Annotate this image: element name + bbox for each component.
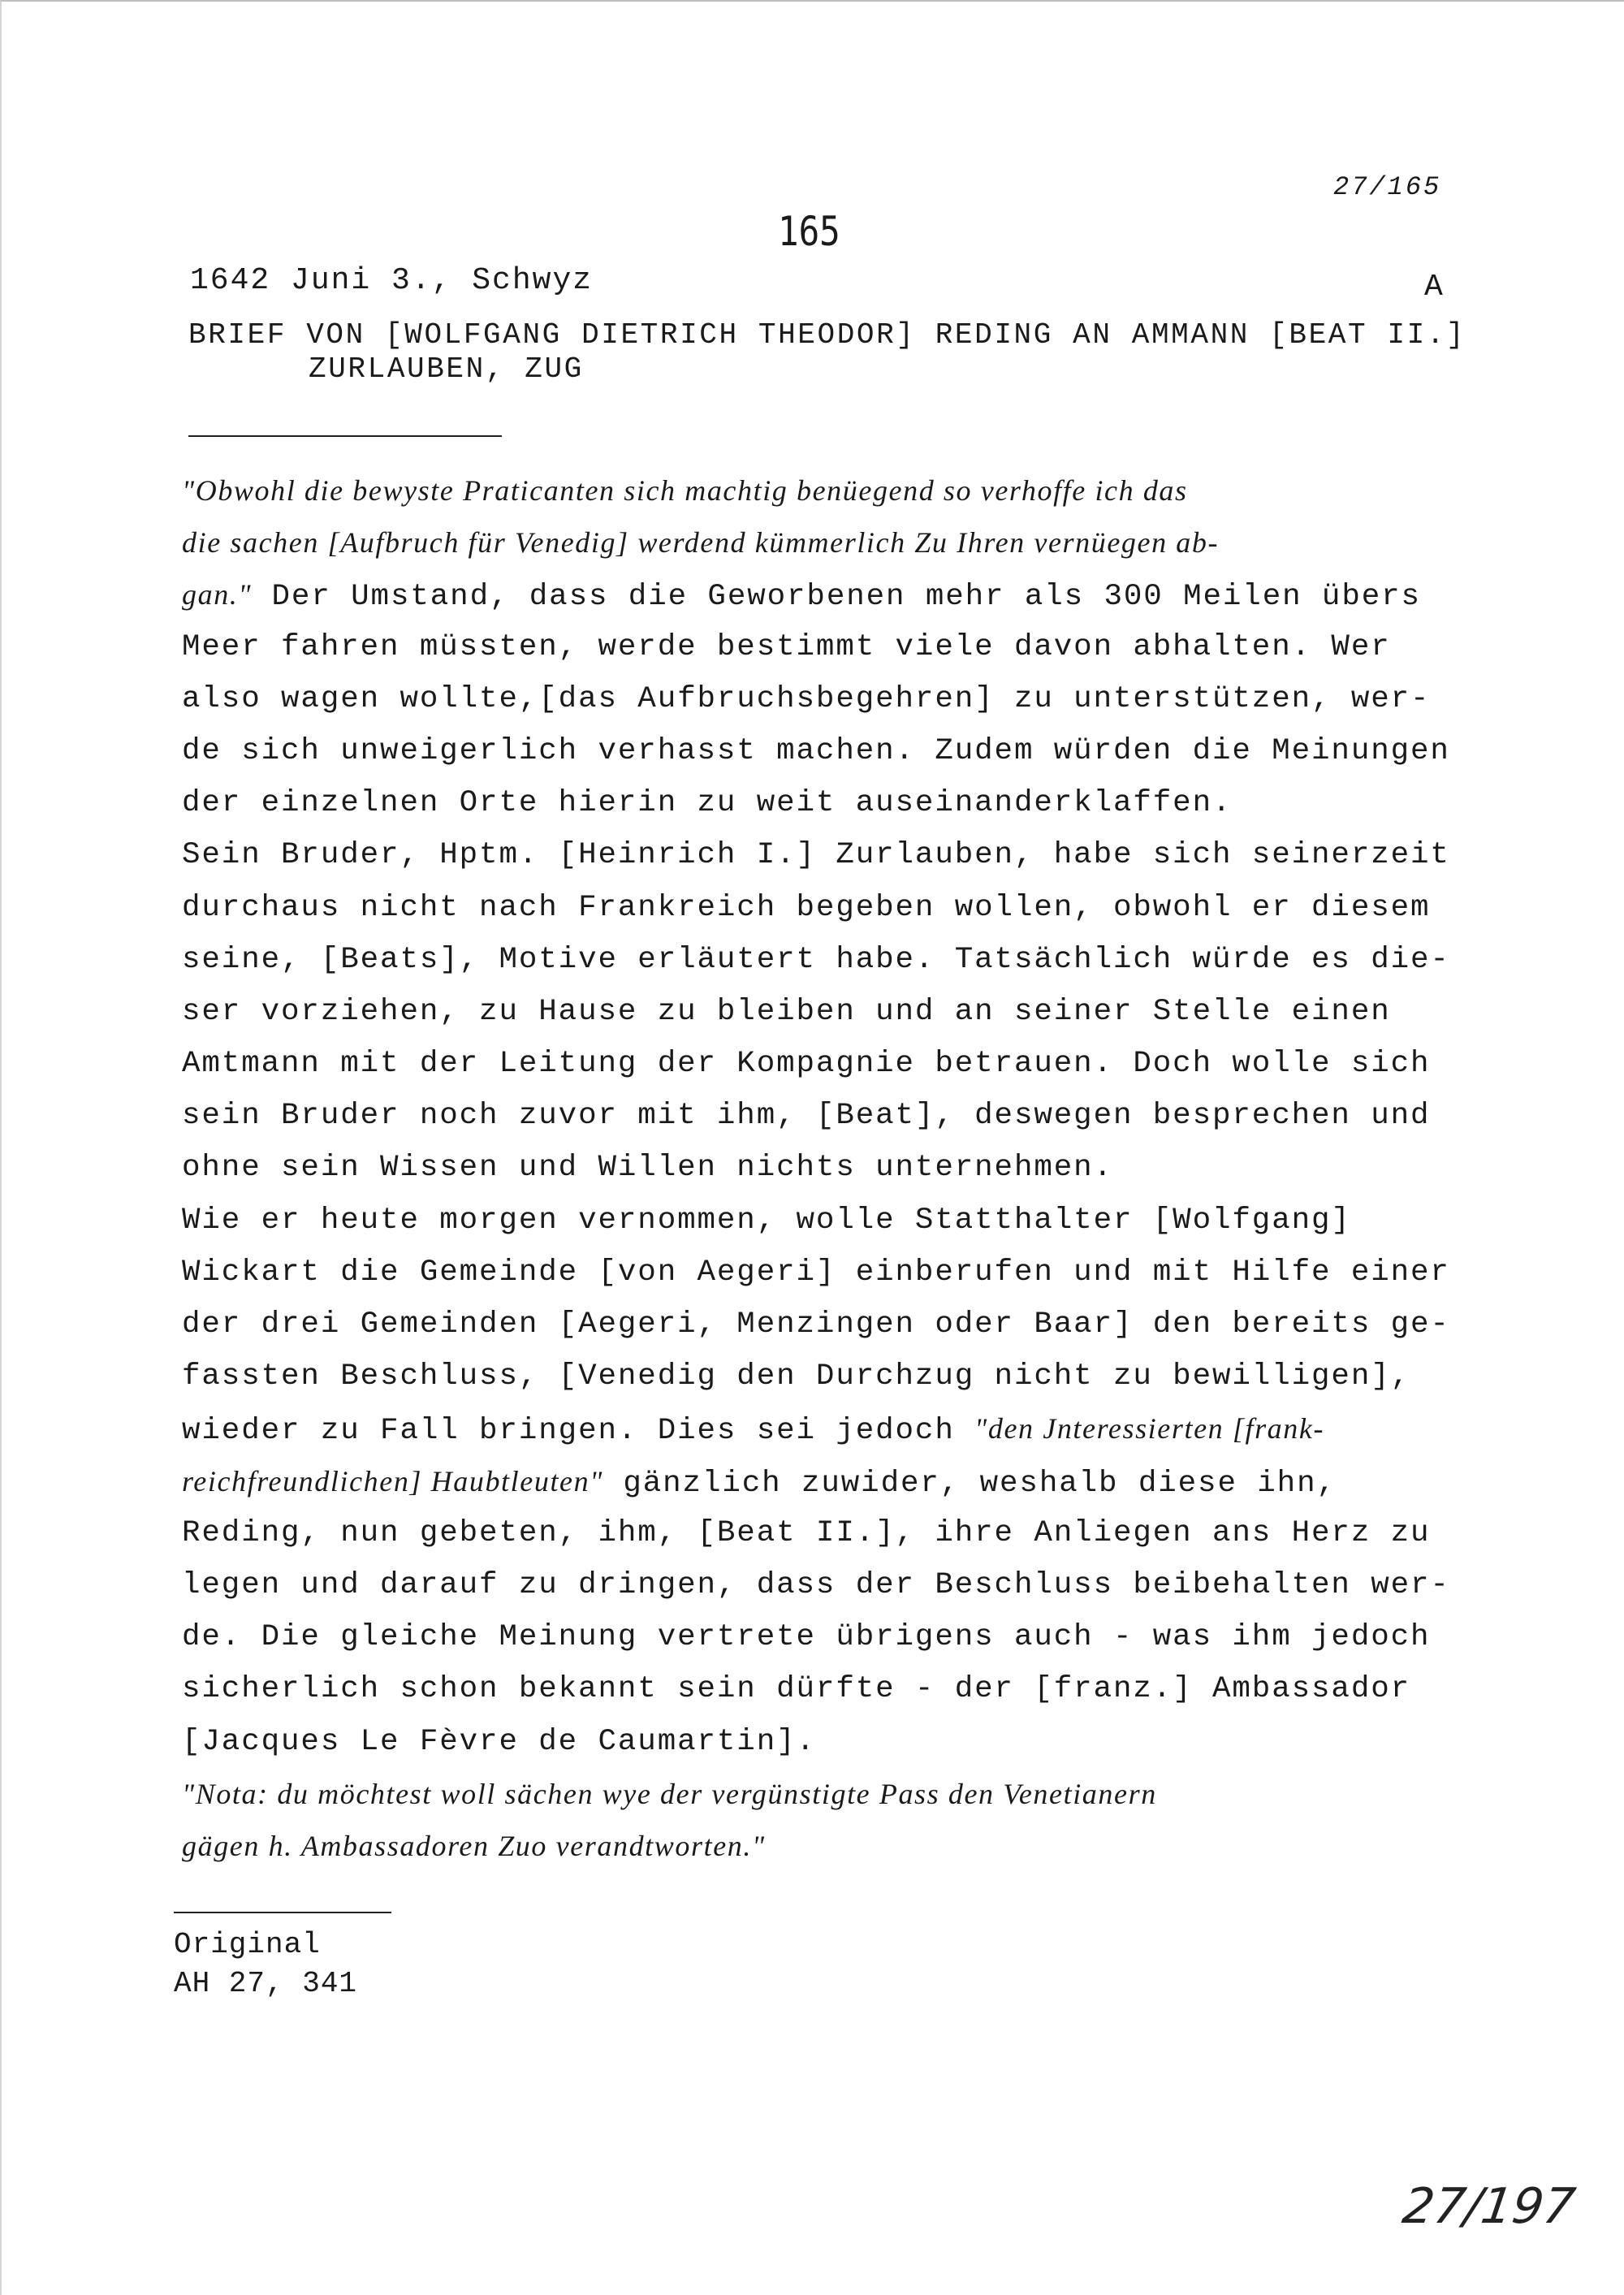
text-line	[182, 1611, 1465, 1663]
text-line	[182, 725, 1465, 777]
text-line	[182, 568, 1465, 620]
quoted-text: gägen h. Ambassadoren Zuo verandtworten."	[182, 1829, 766, 1862]
text-line	[182, 882, 1465, 934]
text-line	[182, 829, 1465, 881]
page-number: 165	[778, 208, 840, 255]
summary-text: Wickart die Gemeinde [von Aegeri] einberufen und mit Hilfe einer	[182, 1255, 1450, 1290]
text-line	[182, 1247, 1465, 1299]
text-line	[182, 1507, 1465, 1559]
summary-text: [Jacques Le Fèvre de Caumartin].	[182, 1724, 816, 1759]
text-line	[182, 1402, 1465, 1454]
summary-text: Amtmann mit der Leitung der Kompagnie betrauen. Doch wolle sich	[182, 1047, 1431, 1082]
summary-text: sein Bruder noch zuvor mit ihm, [Beat], deswegen besprechen und	[182, 1099, 1431, 1134]
source-type: Original	[174, 1928, 321, 1961]
text-line	[182, 934, 1465, 986]
summary-text: ser vorziehen, zu Hause zu bleiben und an seiner Stelle einen	[182, 994, 1391, 1029]
text-line	[182, 465, 1465, 516]
summary-text: sicherlich schon bekannt sein dürfte - der [franz.] Ambassador	[182, 1672, 1411, 1707]
text-line	[182, 1820, 1465, 1872]
summary-text: Sein Bruder, Hptm. [Heinrich I.] Zurlauben, habe sich seinerzeit	[182, 838, 1450, 873]
quoted-text: "Nota: du möchtest woll sächen wye der vergünstigte Pass den Venetianern	[182, 1777, 1157, 1810]
summary-text: Meer fahren müssten, werde bestimmt viele davon abhalten. Wer	[182, 629, 1391, 664]
summary-text: wieder zu Fall bringen. Dies sei jedoch	[182, 1414, 975, 1449]
text-line	[182, 1142, 1465, 1194]
quoted-text: die sachen [Aufbruch für Venedig] werdend kümmerlich Zu Ihren vernüegen ab-	[182, 526, 1220, 560]
handwritten-archive-number: 27/197	[1399, 2178, 1579, 2235]
text-line	[182, 673, 1465, 725]
summary-text: de. Die gleiche Meinung vertrete übrigens auch - was ihm jedoch	[182, 1620, 1431, 1655]
letter-summary-text	[182, 465, 1465, 1872]
summary-text: der drei Gemeinden [Aegeri, Menzingen oder Baar] den bereits ge-	[182, 1307, 1450, 1342]
summary-text: fassten Beschluss, [Venedig den Durchzug nicht zu bewilligen],	[182, 1359, 1411, 1394]
quoted-text: reichfreundlichen] Haubtleuten"	[182, 1464, 603, 1498]
summary-text: durchaus nicht nach Frankreich begeben wollen, obwohl er diesem	[182, 890, 1431, 925]
document-title-line1: BRIEF VON [WOLFGANG DIETRICH THEODOR] REDING AN AMMANN [BEAT II.]	[188, 318, 1466, 352]
text-line	[182, 516, 1465, 568]
text-line	[182, 1038, 1465, 1090]
summary-text: ohne sein Wissen und Willen nichts unternehmen.	[182, 1151, 1113, 1186]
document-class: A	[1424, 270, 1443, 305]
summary-text: seine, [Beats], Motive erläutert habe. Tatsächlich würde es die-	[182, 942, 1450, 977]
summary-text: Der Umstand, dass die Geworbenen mehr als 300 Meilen übers	[252, 580, 1421, 615]
summary-text: gänzlich zuwider, weshalb diese ihn,	[603, 1466, 1337, 1501]
divider-bottom	[174, 1912, 391, 1913]
text-line	[182, 1455, 1465, 1507]
summary-text: Wie er heute morgen vernommen, wolle Statthalter [Wolfgang]	[182, 1203, 1351, 1238]
text-line	[182, 1351, 1465, 1402]
page-reference: 27/165	[1333, 172, 1442, 202]
text-line	[182, 1195, 1465, 1247]
text-line	[182, 986, 1465, 1038]
text-line	[182, 1559, 1465, 1611]
quoted-text: "den Jnteressierten [frank-	[974, 1412, 1325, 1446]
summary-text: also wagen wollte,[das Aufbruchsbegehren] zu unterstützen, wer-	[182, 681, 1431, 716]
text-line	[182, 1090, 1465, 1142]
text-line	[182, 621, 1465, 673]
text-line	[182, 1768, 1465, 1820]
text-line	[182, 777, 1465, 829]
text-line	[182, 1663, 1465, 1715]
quoted-text: gan."	[182, 578, 253, 612]
source-reference: AH 27, 341	[174, 1967, 358, 2000]
summary-text: der einzelnen Orte hierin zu weit auseinanderklaffen.	[182, 786, 1233, 821]
text-line	[182, 1299, 1465, 1351]
summary-text: de sich unweigerlich verhasst machen. Zudem würden die Meinungen	[182, 733, 1450, 768]
summary-text: legen und darauf zu dringen, dass der Beschluss beibehalten wer-	[182, 1567, 1450, 1602]
summary-text: Reding, nun gebeten, ihm, [Beat II.], ihre Anliegen ans Herz zu	[182, 1515, 1431, 1550]
text-line	[182, 1716, 1465, 1768]
divider-top	[188, 435, 502, 437]
quoted-text: "Obwohl die bewyste Praticanten sich machtig benüegend so verhoffe ich das	[182, 474, 1188, 507]
document-title-line2: ZURLAUBEN, ZUG	[309, 352, 584, 386]
date-place: 1642 Juni 3., Schwyz	[190, 263, 594, 298]
